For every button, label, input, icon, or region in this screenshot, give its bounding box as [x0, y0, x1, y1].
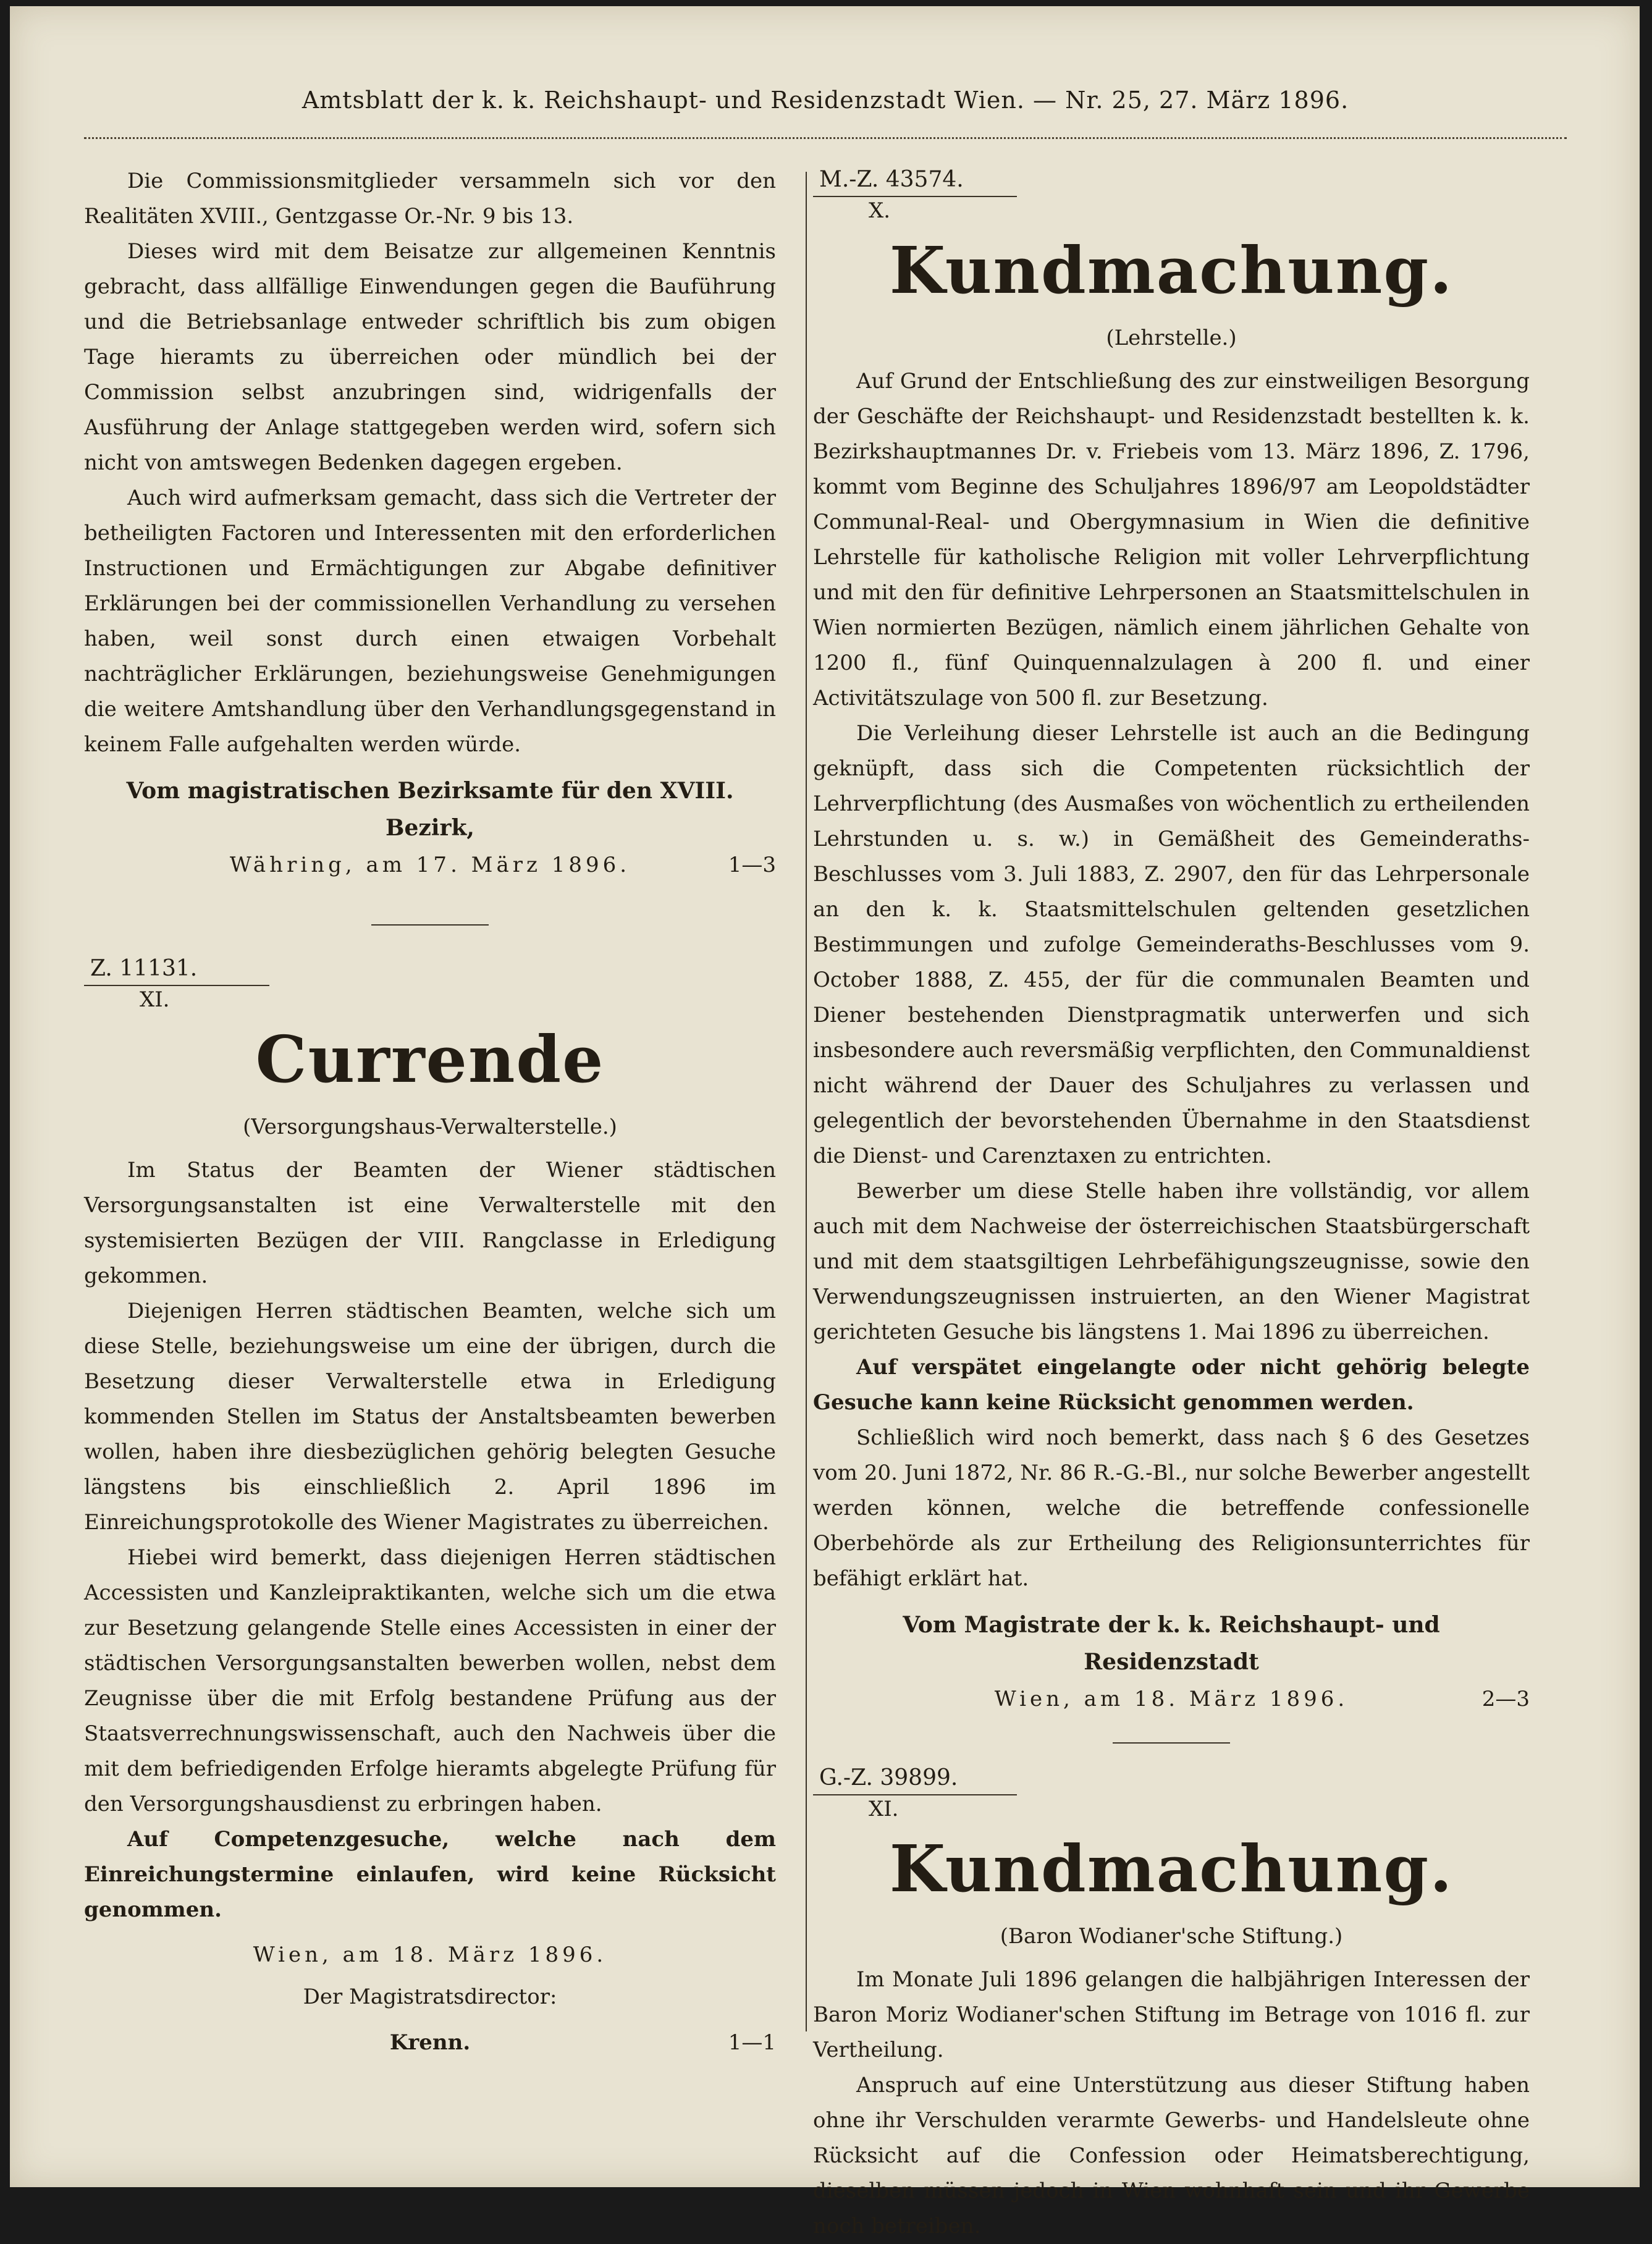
currende-paragraph-2: Diejenigen Herren städtischen Beamten, welche sich um diese Stelle, beziehungsweise um eine der übrigen, durch die Besetzung dieser Verwalterstelle etwa in Erledigung kommenden Stellen im Status der Anstaltsbeamten bewerben wollen, haben ihre diesbezüglichen gehörig belegten Gesuche längstens bis einschließlich 2. April 1896 im Einreichungsprotokolle des Wiener Magistrates zu überreichen.: [84, 1299, 776, 1535]
lehrstelle-notice: [813, 164, 1530, 1718]
currende-signer-line: [84, 2024, 776, 2061]
stiftung-title: Kundmachung.: [889, 1831, 1454, 1907]
right-column: [813, 164, 1530, 2244]
currende-ref-roman: XI.: [140, 987, 170, 1012]
stiftung-paragraph-1: Im Monate Juli 1896 gelangen die halbjährigen Interessen der Baron Moriz Wodianer'schen Stiftung im Betrage von 1016 fl. zur Vertheilung.: [813, 1967, 1530, 2062]
lehrstelle-subtitle: (Lehrstelle.): [1106, 326, 1237, 350]
header-rule: [84, 137, 1567, 139]
lehrstelle-paragraph-5: Schließlich wird noch bemerkt, dass nach § 6 des Gesetzes vom 20. Juni 1872, Nr. 86 R.-G.-Bl., nur solche Bewerber angestellt werden können, welche die betreffende confessionelle Oberbehörde als zur Ertheilung des Religionsunterrichtes für befähigt erklärt hat.: [813, 1425, 1530, 1591]
intro-paragraph-3: Auch wird aufmerksam gemacht, dass sich die Vertreter der betheiligten Factoren und Interessenten mit den erforderlichen Instructionen und Ermächtigungen zur Abgabe definitiver Erklärungen bei der commissionellen Verhandlung zu versehen haben, weil sonst durch einen etwaigen Vorbehalt nachträglicher Erklärungen, beziehungsweise Genehmigungen die weitere Amtshandlung über den Verhandlungsgegenstand in keinem Falle aufgehalten werden würde.: [84, 486, 776, 757]
lehrstelle-date: Wien, am 18. März 1896.: [994, 1687, 1349, 1711]
lehrstelle-paragraph-3: Bewerber um diese Stelle haben ihre vollständig, vor allem auch mit dem Nachweise der österreichischen Staatsbürgerschaft und mit dem staatsgiltigen Lehrbefähigungszeugnisse, sowie den Verwendungszeugnissen instruierten, an den Wiener Magistrat gerichteten Gesuche bis längstens 1. Mai 1896 zu überreichen.: [813, 1179, 1530, 1344]
currende-signer-title: Der Magistratsdirector:: [303, 1985, 557, 2009]
lehrstelle-ref-roman: X.: [869, 198, 891, 223]
commission-notice: [84, 164, 776, 884]
lehrstelle-paragraph-4: Auf verspätet eingelangte oder nicht gehörig belegte Gesuche kann keine Rücksicht genommen werden.: [813, 1355, 1530, 1415]
currende-subtitle: (Versorgungshaus-Verwalterstelle.): [243, 1115, 617, 1139]
currende-paragraph-4: Auf Competenzgesuche, welche nach dem Einreichungstermine einlaufen, wird keine Rücksicht genommen.: [84, 1827, 776, 1922]
lehrstelle-title: Kundmachung.: [889, 232, 1454, 308]
column-divider: [806, 172, 807, 2031]
lehrstelle-paragraph-1: Auf Grund der Entschließung des zur einstweiligen Besorgung der Geschäfte der Reichshaupt- und Residenzstadt bestellten k. k. Bezirkshauptmannes Dr. v. Friebeis vom 13. März 1896, Z. 1796, kommt vom Beginne des Schuljahres 1896/97 am Leopoldstädter Communal-Real- und Obergymnasium in Wien die definitive Lehrstelle für katholische Religion mit voller Lehrverpflichtung und mit den für definitive Lehrpersonen an Staatsmittelschulen in Wien normierten Bezügen, nämlich einem jährlichen Gehalte von 1200 fl., fünf Quinquennalzulagen à 200 fl. und einer Activitätszulage von 500 fl. zur Besetzung.: [813, 369, 1530, 711]
stiftung-ref-number: G.-Z. 39899.: [819, 1765, 958, 1791]
lehrstelle-signature: Vom Magistrate der k. k. Reichshaupt- und Residenzstadt: [903, 1612, 1440, 1675]
intro-paragraph-2: Dieses wird mit dem Beisatze zur allgemeinen Kenntnis gebracht, dass allfällige Einwendungen gegen die Bauführung und die Betriebsanlage entweder schriftlich bis zum obigen Tage hieramts zu überreichen oder mündlich bei der Commission selbst anzubringen sind, widrigenfalls der Ausführung der Anlage stattgegeben werden wird, sofern sich nicht von amtswegen Bedenken dagegen ergeben.: [84, 239, 776, 475]
left-column: [84, 164, 776, 2061]
currende-notice: [84, 953, 776, 2061]
intro-number: 1—3: [728, 853, 776, 877]
currende-number: 1—1: [728, 2030, 776, 2055]
intro-dateline: [84, 846, 776, 884]
intro-date: Währing, am 17. März 1896.: [229, 853, 631, 877]
running-head: Amtsblatt der k. k. Reichshaupt- und Residenzstadt Wien. — Nr. 25, 27. März 1896.: [301, 86, 1349, 114]
currende-paragraph-1: Im Status der Beamten der Wiener städtischen Versorgungsanstalten ist eine Verwalterstelle mit den systemisierten Bezügen der VIII. Rangclasse in Erledigung gekommen.: [84, 1158, 776, 1288]
intro-paragraph-1: Die Commissionsmitglieder versammeln sich vor den Realitäten XVIII., Gentzgasse Or.-Nr. 9 bis 13.: [84, 169, 776, 229]
currende-paragraph-3: Hiebei wird bemerkt, dass diejenigen Herren städtischen Accessisten und Kanzleipraktikanten, welche sich um die etwa zur Besetzung gelangende Stelle eines Accessisten in einer der städtischen Versorgungsanstalten bewerben wollen, nebst dem Zeugnisse über die mit Erfolg bestandene Prüfung aus der Staatsverrechnungswissenschaft, auch den Nachweis über die mit dem befriedigenden Erfolge hieramts abgelegte Prüfung für den Versorgungshausdienst zu erbringen haben.: [84, 1545, 776, 1816]
currende-date: Wien, am 18. März 1896.: [253, 1942, 607, 1967]
stiftung-notice: [813, 1762, 1530, 2244]
lehrstelle-paragraph-2: Die Verleihung dieser Lehrstelle ist auch an die Bedingung geknüpft, dass sich die Competenten rücksichtlich der Lehrverpflichtung (des Ausmaßes von wöchentlich zu ertheilenden Lehrstunden u. s. w.) in Gemäßheit des Gemeinderaths-Beschlusses vom 3. Juli 1883, Z. 2907, den für das Lehrpersonale an den k. k. Staatsmittelschulen geltenden gesetzlichen Bestimmungen und zufolge Gemeinderaths-Beschlusses vom 9. October 1888, Z. 455, der für die communalen Beamten und Diener bestehenden Dienstpragmatik unterwerfen und sich insbesondere auch reversmäßig verpflichten, den Communaldienst nicht während der Dauer des Schuljahres zu verlassen und gelegentlich der bevorstehenden Übernahme in den Staatsdienst die Dienst- und Carenztaxen zu entrichten.: [813, 721, 1530, 1168]
lehrstelle-reference: [813, 164, 1017, 224]
stiftung-reference: [813, 1762, 1017, 1823]
currende-dateline: [84, 1936, 776, 1973]
intro-signature: Vom magistratischen Bezirksamte für den XVIII. Bezirk,: [126, 778, 734, 841]
lehrstelle-ref-number: M.-Z. 43574.: [819, 167, 964, 192]
stiftung-ref-roman: XI.: [869, 1797, 899, 1821]
lehrstelle-dateline: [813, 1681, 1530, 1718]
lehrstelle-number: 2—3: [1481, 1687, 1530, 1711]
section-divider: [1113, 1742, 1230, 1744]
section-divider: [371, 924, 489, 926]
stiftung-subtitle: (Baron Wodianer'sche Stiftung.): [1000, 1924, 1343, 1949]
currende-reference: [84, 953, 269, 1013]
newspaper-page: [10, 6, 1640, 2238]
stiftung-paragraph-2: Anspruch auf eine Unterstützung aus dieser Stiftung haben ohne ihr Verschulden verarmte Gewerbs- und Handelsleute ohne Rücksicht auf die Confession oder Heimatsberechtigung, dieselben müssen jedoch in Wien wohnhaft sein und ihr Gewerbe noch betreiben.: [813, 2073, 1530, 2238]
currende-ref-number: Z. 11131.: [90, 956, 198, 981]
currende-signer: Krenn.: [389, 2030, 471, 2055]
currende-title: Currende: [255, 1021, 605, 1097]
